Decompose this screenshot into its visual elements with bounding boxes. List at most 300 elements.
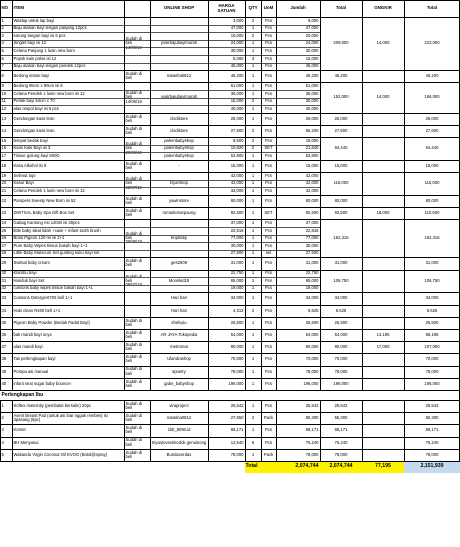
row-cell-ket: Sudah di beli 30/06/19 xyxy=(125,231,143,245)
row-cell-no: 11 xyxy=(1,98,6,104)
row-cell-jumlah: 27,500 xyxy=(305,250,319,256)
row-cell-item: bak mandi bayi onyx xyxy=(13,331,52,337)
row-cell-item: Kaos Kaki Bayi isi 3 xyxy=(13,145,51,151)
row-cell-total2: 166,000 xyxy=(424,94,440,100)
row-cell-total2: 15,000 xyxy=(425,162,439,168)
row-cell-shop: palembabyshop xyxy=(164,145,194,151)
column-divider xyxy=(150,400,151,461)
row-cell-ket: Sudah di beli xyxy=(125,378,143,388)
row-cell-harga: 40,000 xyxy=(230,105,244,111)
row-cell-no: 25 xyxy=(1,227,7,233)
row-cell-harga: 45,000 xyxy=(230,63,244,69)
ibu-row-cell-no: 5 xyxy=(1,451,4,457)
row-cell-jumlah: 22,750 xyxy=(305,270,319,276)
row-cell-no: 16 xyxy=(1,145,7,151)
row-divider xyxy=(0,145,320,146)
row-cell-jumlah: 30,000 xyxy=(305,242,319,248)
row-cell-ket: Sudah di beli xyxy=(125,342,143,352)
header-total2: Total xyxy=(426,5,438,11)
row-cell-ket: Sudah di beli xyxy=(125,71,143,81)
row-cell-shop: yawinstore xyxy=(168,197,189,203)
row-cell-no: 34 xyxy=(1,307,7,313)
row-cell-ongkir: 18,000 xyxy=(376,210,390,216)
row-cell-no: 23 xyxy=(1,210,7,216)
row-cell-qty: 1 xyxy=(251,197,255,203)
row-cell-shop: gabe_babyshop xyxy=(164,380,194,386)
ibu-row-cell-uom: Pack xyxy=(263,415,274,421)
row-cell-uom: Pcs xyxy=(265,180,272,186)
ibu-row-cell-ongkir xyxy=(362,449,404,461)
row-cell-jumlah: 196,000 xyxy=(303,380,319,386)
row-cell-ket: Sudah di beli xyxy=(125,208,143,218)
row-cell-uom: Pcs xyxy=(265,307,272,313)
ibu-row-cell-harga: 68,171 xyxy=(230,427,244,433)
row-cell-ongkir: 14,000 xyxy=(376,40,390,46)
row-cell-no: 3 xyxy=(1,32,4,38)
row-divider xyxy=(0,437,460,438)
ibu-row-cell-total: 25,542 xyxy=(334,402,348,408)
row-cell-item: Popok kain polos isi 12 xyxy=(13,55,57,61)
row-cell-item: Pure Baby Wipes tissue basah bayi 1+1 xyxy=(13,242,88,248)
row-cell-shop: ges2509 xyxy=(170,260,188,266)
ibu-row-cell-qty: 1 xyxy=(251,402,255,408)
row-cell-uom: Pcs xyxy=(265,235,272,241)
row-cell-uom: Pcs xyxy=(265,48,272,54)
row-cell-shop: clodistore xyxy=(170,127,188,133)
row-cell-harga: 42,000 xyxy=(230,172,244,178)
row-cell-shop: metromat xyxy=(170,344,188,350)
column-divider xyxy=(12,400,13,461)
row-cell-ongkir xyxy=(362,257,404,269)
row-cell-uom: Pcs xyxy=(265,162,272,168)
row-cell-total2: 223,000 xyxy=(424,40,440,46)
row-cell-item: Pampers Sweety New Born isi 52 xyxy=(13,197,76,203)
row-cell-item: Celana Pendek 1 lusin new born isi 12 xyxy=(13,90,85,96)
row-cell-item: infant seat sugar baby bouncer xyxy=(13,380,72,386)
row-cell-qty: 1 xyxy=(251,344,255,350)
row-cell-uom: Pcs xyxy=(265,227,272,233)
row-cell-uom: Pcs xyxy=(265,17,272,23)
row-cell-jumlah: 15,000 xyxy=(305,162,319,168)
row-cell-total2: 25,500 xyxy=(425,319,439,325)
row-cell-harga: 32,000 xyxy=(230,188,244,194)
row-cell-qty: 1 xyxy=(251,285,255,291)
row-divider xyxy=(0,47,320,48)
row-cell-no: 14 xyxy=(1,127,7,133)
ibu-row-cell-qty: 6 xyxy=(251,439,255,445)
row-cell-uom: Pcs xyxy=(265,172,272,178)
row-divider xyxy=(0,137,460,138)
column-divider xyxy=(0,0,1,390)
row-cell-no: 26 xyxy=(1,235,7,241)
row-cell-no: 8 xyxy=(1,73,4,79)
row-cell-total2: 34,000 xyxy=(425,295,439,301)
row-cell-ket: Sudah di beli xyxy=(125,160,143,171)
column-divider xyxy=(320,0,321,390)
row-cell-ongkir xyxy=(362,292,404,304)
row-cell-harga: 30,000 xyxy=(230,242,244,248)
row-cell-total: 8,625 xyxy=(335,307,347,313)
header-ket xyxy=(124,0,150,17)
row-cell-qty: 1 xyxy=(251,115,255,121)
row-cell-no: 22 xyxy=(1,197,7,203)
row-divider xyxy=(0,250,320,251)
row-cell-qty: 2 xyxy=(251,127,255,133)
row-cell-harga: 19,000 xyxy=(230,285,244,291)
row-cell-total2: 78,000 xyxy=(425,368,439,374)
row-cell-shop: yosirbajubayimurah xyxy=(160,40,198,46)
row-cell-uom: Pcs xyxy=(265,356,272,362)
row-cell-total2: 107,000 xyxy=(424,344,440,350)
row-divider xyxy=(0,113,460,114)
ibu-row-cell-jumlah: 78,000 xyxy=(305,451,319,457)
row-cell-no: 36 xyxy=(1,331,7,337)
row-cell-harga: 26,000 xyxy=(230,115,244,121)
column-divider xyxy=(276,400,277,461)
ibu-row-cell-qty: 1 xyxy=(251,427,255,433)
row-divider xyxy=(0,329,460,330)
row-cell-ongkir xyxy=(362,70,404,82)
row-cell-total2: 192,316 xyxy=(424,235,440,241)
row-cell-item: Klambu bayi xyxy=(13,270,37,276)
ibu-row-cell-ket: Sudah di beli xyxy=(125,400,143,411)
row-cell-shop: palembabyshop xyxy=(164,137,194,143)
row-cell-ongkir xyxy=(362,317,404,329)
row-cell-shop: - xyxy=(178,162,180,168)
row-cell-total: 209,000 xyxy=(333,40,349,46)
row-cell-uom: Pcs xyxy=(265,153,272,159)
row-cell-total: 94,440 xyxy=(334,145,348,151)
row-cell-harga: 9,500 xyxy=(233,137,244,143)
column-divider xyxy=(0,400,1,461)
ibu-row-cell-uom: Pcs xyxy=(265,427,272,433)
row-cell-qty: 2 xyxy=(251,98,255,104)
ibu-row-cell-total2: 75,240 xyxy=(425,439,439,445)
row-divider xyxy=(0,152,320,153)
row-cell-harga: 22,750 xyxy=(230,270,244,276)
row-cell-uom: Pcs xyxy=(265,242,272,248)
row-cell-uom: Pcs xyxy=(265,83,272,89)
ibu-row-cell-no: 1 xyxy=(1,402,4,408)
row-cell-harga: 77,000 xyxy=(230,235,244,241)
row-divider xyxy=(0,235,320,236)
row-cell-total2: 196,000 xyxy=(424,380,440,386)
row-cell-ongkir xyxy=(362,137,404,160)
row-cell-harga: 42,000 xyxy=(230,180,244,186)
row-cell-no: 31 xyxy=(1,277,7,283)
ibu-row-cell-qty: 1 xyxy=(251,451,255,457)
row-cell-jumlah: 22,816 xyxy=(305,227,319,233)
row-cell-total: 106,750 xyxy=(333,277,349,283)
row-cell-uom: Pcs xyxy=(265,63,272,69)
row-divider xyxy=(0,180,320,181)
row-cell-qty: 3 xyxy=(251,55,255,61)
row-cell-qty: 1 xyxy=(251,153,255,159)
row-cell-jumlah: 36,000 xyxy=(305,90,319,96)
row-cell-jumlah: 61,000 xyxy=(305,83,319,89)
row-cell-ongkir xyxy=(362,366,404,378)
row-divider xyxy=(0,82,460,83)
row-cell-jumlah: 30,000 xyxy=(305,48,319,54)
row-cell-qty: 2 xyxy=(251,32,255,38)
ibu-row-cell-total: 78,000 xyxy=(334,451,348,457)
row-divider xyxy=(0,105,320,106)
ibu-row-cell-shop: natasha0812 xyxy=(166,415,192,421)
row-cell-item: Singlet bayi isi 12 xyxy=(13,40,47,46)
row-cell-harga: 34,000 xyxy=(230,295,244,301)
row-cell-no: 7 xyxy=(1,63,4,69)
column-divider xyxy=(245,0,246,390)
row-cell-qty: 1 xyxy=(251,188,255,194)
row-cell-qty: 1 xyxy=(251,319,255,325)
ibu-row-cell-ongkir xyxy=(362,424,404,436)
row-cell-shop: rumademarpaung xyxy=(162,210,196,216)
column-divider xyxy=(208,0,209,390)
row-cell-item: Botol Pigeon 120 ml isi 2+1 xyxy=(13,235,65,241)
row-cell-harga: 30,000 xyxy=(230,48,244,54)
ibu-row-cell-shop: Bundacerdas xyxy=(166,451,192,457)
row-cell-qty: 1 xyxy=(251,90,255,96)
row-cell-qty: 2 xyxy=(251,137,255,143)
row-cell-jumlah: 40,000 xyxy=(305,105,319,111)
row-cell-qty: 1 xyxy=(251,227,255,233)
ibu-row-cell-total: 55,300 xyxy=(334,415,348,421)
row-cell-ket: Sudah di beli 28/06/19 xyxy=(125,141,143,155)
row-cell-total: 152,000 xyxy=(333,94,349,100)
row-cell-shop: palembabyshop xyxy=(164,153,194,159)
row-cell-uom: Pcs xyxy=(265,115,272,121)
row-cell-item: Waslap untuk lap bayi xyxy=(13,17,55,23)
row-cell-no: 19 xyxy=(1,172,7,178)
ibu-row-cell-uom: Pack xyxy=(263,451,274,457)
column-divider xyxy=(362,0,363,390)
row-cell-jumlah: 45,000 xyxy=(305,63,319,69)
ibu-row-cell-ongkir xyxy=(362,437,404,449)
ibu-row-cell-item: Wakanda Virgin Coconut Oil EVOO (Botol@spray) xyxy=(13,451,108,457)
row-cell-total: 116,000 xyxy=(333,180,349,186)
ibu-row-cell-ongkir xyxy=(362,412,404,424)
row-cell-total2: 27,600 xyxy=(425,127,439,133)
column-divider xyxy=(261,400,262,461)
row-cell-jumlah: 24,000 xyxy=(305,40,319,46)
row-cell-ongkir xyxy=(362,219,404,257)
row-cell-jumlah: 34,000 xyxy=(305,295,319,301)
row-divider xyxy=(0,366,460,367)
header-no: NO xyxy=(1,5,9,11)
row-cell-shop: Dyarshop xyxy=(170,180,188,186)
row-cell-total: 25,500 xyxy=(334,319,348,325)
row-cell-ket: Sudah di beli xyxy=(125,125,143,136)
row-cell-harga: 37,000 xyxy=(230,220,244,226)
row-cell-ket: Sudah di beli 14/06/19 xyxy=(125,90,143,104)
row-cell-harga: 15,000 xyxy=(230,162,244,168)
header-item: ITEM xyxy=(13,5,24,11)
row-cell-jumlah: 8,625 xyxy=(308,307,319,313)
row-cell-total: 78,000 xyxy=(334,368,348,374)
row-cell-ket: Sudah di beli 14/06/19 xyxy=(125,36,143,50)
row-cell-qty: 1 xyxy=(251,260,255,266)
row-cell-qty: 1 xyxy=(251,162,255,168)
header-ongkir: ONGKIR xyxy=(374,5,392,11)
row-cell-qty: 2 xyxy=(251,307,255,313)
ibu-row-cell-harga: 27,650 xyxy=(230,415,244,421)
row-cell-total: 70,000 xyxy=(334,356,348,362)
row-cell-total2: 106,750 xyxy=(424,277,440,283)
row-cell-ongkir xyxy=(362,353,404,365)
row-cell-harga: 10,000 xyxy=(230,32,244,38)
row-cell-shop: Moonkid15 xyxy=(168,277,190,283)
row-cell-jumlah: 42,000 xyxy=(305,172,319,178)
ibu-row-cell-item: Korset xyxy=(13,427,26,433)
row-cell-harga: 53,800 xyxy=(230,153,244,159)
row-cell-ket: Sudah di beli 09/07/19 xyxy=(125,273,143,288)
row-cell-total2: 26,000 xyxy=(425,115,439,121)
ibu-row-cell-jumlah: 55,300 xyxy=(305,415,319,421)
section-ibu-title: Perlengkapan Ibu xyxy=(1,392,44,398)
row-cell-harga: 70,000 xyxy=(230,356,244,362)
column-divider xyxy=(362,400,363,461)
header-shop: ONLINE SHOP xyxy=(163,5,195,11)
row-cell-uom: Pcs xyxy=(265,380,272,386)
row-cell-no: 17 xyxy=(1,153,7,159)
row-cell-qty: 1 xyxy=(251,380,255,386)
row-cell-qty: 1 xyxy=(251,235,255,241)
row-cell-item: Little Baby Manicure Set gunting kuku bayi set xyxy=(13,250,100,256)
row-cell-uom: Pcs xyxy=(265,368,272,374)
row-cell-qty: 1 xyxy=(251,277,255,283)
row-cell-total2: 110,500 xyxy=(424,210,440,216)
row-divider xyxy=(0,187,320,188)
row-cell-uom: Pcs xyxy=(265,188,272,194)
ibu-row-cell-total: 68,171 xyxy=(334,427,348,433)
row-cell-qty: 1 xyxy=(251,180,255,186)
row-cell-ket: Sudah di beli xyxy=(125,329,143,340)
row-cell-jumlah: 6,000 xyxy=(308,17,319,23)
row-cell-total: 90,000 xyxy=(334,344,348,350)
column-divider xyxy=(124,0,125,390)
row-cell-harga: 46,200 xyxy=(230,73,244,79)
ibu-row-cell-harga: 25,542 xyxy=(230,402,244,408)
row-cell-jumlah: 42,000 xyxy=(305,180,319,186)
row-cell-no: 28 xyxy=(1,250,7,256)
row-cell-qty: 1 xyxy=(251,63,255,69)
row-cell-uom: SET xyxy=(264,210,273,216)
row-cell-no: 12 xyxy=(1,105,7,111)
column-divider xyxy=(276,0,277,390)
row-cell-total: 26,000 xyxy=(334,115,348,121)
row-cell-shop: Ulandrashop xyxy=(167,356,191,362)
ibu-row-cell-ket: Sudah di beli xyxy=(125,425,143,435)
row-cell-shop: AR JAYA Tokopedia xyxy=(160,331,198,337)
column-divider xyxy=(208,400,209,461)
row-cell-uom: Pcs xyxy=(265,285,272,291)
ibu-row-cell-uom: Pcs xyxy=(265,402,272,408)
row-cell-total2: 46,200 xyxy=(425,73,439,79)
row-cell-qty: 1 xyxy=(251,368,255,374)
row-cell-item: Pompa asi manual xyxy=(13,368,49,374)
ibu-row-cell-ket: Sudah di beli xyxy=(125,449,143,459)
row-cell-jumlah: 26,000 xyxy=(305,115,319,121)
row-cell-ket xyxy=(124,305,150,317)
ibu-row-cell-ongkir xyxy=(362,400,404,412)
row-cell-jumlah: 78,000 xyxy=(305,368,319,374)
row-cell-no: 6 xyxy=(1,55,4,61)
row-cell-total2: 8,625 xyxy=(426,307,438,313)
row-divider xyxy=(0,285,320,286)
row-cell-item: ZWITSAL Baby Spa Gift Box Set xyxy=(13,210,75,216)
row-cell-item: alas mandi bayi xyxy=(13,344,43,350)
row-cell-shop: Hari hari xyxy=(171,307,187,313)
row-cell-qty: 1 xyxy=(251,295,255,301)
column-divider xyxy=(404,400,405,461)
header-jumlah: Jumlah xyxy=(290,5,306,11)
row-cell-no: 40 xyxy=(1,380,7,386)
row-cell-ongkir: 14,000 xyxy=(376,94,390,100)
total-grand: 2,151,939 xyxy=(404,461,460,473)
row-cell-no: 15 xyxy=(1,137,7,143)
row-cell-uom: Pcs xyxy=(265,137,272,143)
row-cell-qty: 1 xyxy=(251,220,255,226)
row-cell-total: 80,000 xyxy=(334,197,348,203)
row-cell-total2: 68,195 xyxy=(425,331,439,337)
row-cell-shop: shelvyiu xyxy=(171,319,187,325)
ibu-row-cell-ket: Sudah di beli xyxy=(125,437,143,447)
row-cell-jumlah: 30,000 xyxy=(305,98,319,104)
row-cell-harga: 15,000 xyxy=(230,98,244,104)
row-divider xyxy=(0,257,460,258)
row-cell-ongkir xyxy=(362,160,404,172)
ibu-row-cell-ket: Sudah di beli xyxy=(125,413,143,423)
row-cell-uom: Pcs xyxy=(265,32,272,38)
row-cell-uom: Pcs xyxy=(265,105,272,111)
row-cell-item: cussons baby wipes tissue basah bayi 1+1 xyxy=(13,285,93,291)
row-cell-qty: 2 xyxy=(251,145,255,151)
row-cell-item: Tas perlengkapan bayi xyxy=(13,356,56,362)
row-cell-total: 196,000 xyxy=(333,380,349,386)
row-cell-item: Bedong instan bayi xyxy=(13,73,50,79)
row-cell-jumlah: 15,000 xyxy=(305,55,319,61)
column-divider xyxy=(404,0,405,390)
ibu-row-cell-jumlah: 75,240 xyxy=(305,439,319,445)
row-divider xyxy=(0,378,460,379)
row-divider xyxy=(0,449,460,450)
ibu-row-cell-total2: 78,000 xyxy=(425,451,439,457)
column-divider xyxy=(320,400,321,461)
row-divider xyxy=(0,341,460,342)
row-cell-item: sarung tangan bayi isi 6 pcs xyxy=(13,32,66,38)
row-cell-total: 27,600 xyxy=(334,127,348,133)
row-divider xyxy=(0,207,460,208)
row-cell-item: tempat bedak bayi xyxy=(13,137,48,143)
row-cell-harga: 27,600 xyxy=(230,127,244,133)
row-divider xyxy=(0,227,320,228)
column-divider xyxy=(261,0,262,390)
row-cell-harga: 80,000 xyxy=(230,197,244,203)
row-cell-no: 35 xyxy=(1,319,7,325)
row-cell-ongkir xyxy=(362,113,404,125)
row-cell-total: 192,316 xyxy=(333,235,349,241)
row-cell-ongkir: 17,000 xyxy=(376,344,390,350)
column-divider xyxy=(150,0,151,390)
row-cell-no: 2 xyxy=(1,25,4,31)
row-cell-qty: 1 xyxy=(251,331,255,337)
row-cell-qty: 1 xyxy=(251,270,255,276)
row-cell-uom: Pcs xyxy=(265,319,272,325)
row-cell-item: Gendongan kaos leon xyxy=(13,127,55,133)
row-cell-total2: 31,000 xyxy=(425,260,439,266)
row-cell-total2: 70,000 xyxy=(425,356,439,362)
ibu-row-cell-item: BH Menyusui xyxy=(13,439,39,445)
